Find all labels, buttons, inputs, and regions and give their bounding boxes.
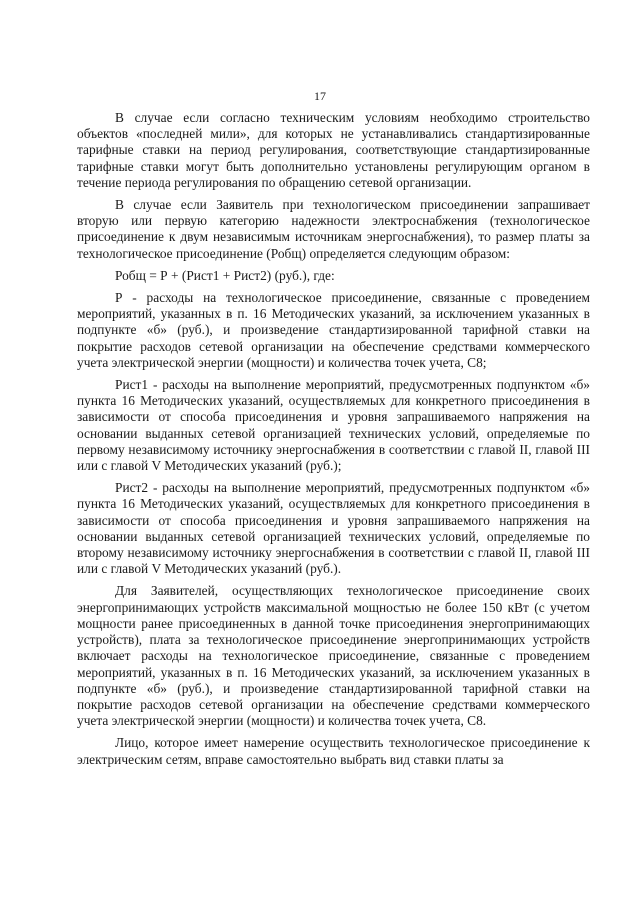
formula-total-fee: Робщ = Р + (Рист1 + Рист2) (руб.), где: — [115, 267, 335, 283]
paragraph-150kw-applicants: Для Заявителей, осуществляющих технологическое присоединение своих энергопринимающих устройств максимальной мощностью не более 150 кВт (с учетом мощности ранее присоединенных в данной точке присоединения энергопринимающих устройств), плата за технологическое присоединение энергопринимающих устройств включает расходы на технологическое присоединение, связанные с проведением мероприятий, указанных в п. 16 Методических указаний, за исключением указанных в подпункте «б» (руб.), и произведение стандартизированной тарифной ставки на покрытие расходов сетевой организации на обеспечение средствами коммерческого учета электрической энергии (мощности) и количества точек учета, С8. — [77, 583, 590, 729]
paragraph-last-mile: В случае если согласно техническим условиям необходимо строительство объектов «последней мили», для которых не устанавливались стандартизированные тарифные ставки на период регулирования, соответствующие стандартизированные тарифные ставки могут быть дополнительно установлены регулирующим органом в течение периода регулирования по обращению сетевой организации. — [77, 110, 590, 190]
paragraph-definition-rist1: Рист1 - расходы на выполнение мероприятий, предусмотренных подпунктом «б» пункта 16 Методических указаний, осуществляемых для конкретного присоединения в зависимости от способа присоединения и уровня запрашиваемого напряжения на основании выданных сетевой организацией технических условий, определяемые по первому независимому источнику энергоснабжения в соответствии с главой II, главой III или с главой V Методических указаний (руб.); — [77, 377, 590, 474]
paragraph-definition-rist2: Рист2 - расходы на выполнение мероприятий, предусмотренных подпунктом «б» пункта 16 Методических указаний, осуществляемых для конкретного присоединения в зависимости от способа присоединения и уровня запрашиваемого напряжения на основании выданных сетевой организацией технических условий, определяемые по второму независимому источнику энергоснабжения в соответствии с главой II, главой III или с главой V Методических указаний (руб.). — [77, 480, 590, 577]
page-number: 17 — [314, 89, 326, 103]
paragraph-definition-p: Р - расходы на технологическое присоединение, связанные с проведением мероприятий, указанных в п. 16 Методических указаний, за исключением указанных в подпункте «б» (руб.), и произведение стандартизированной тарифной ставки на покрытие расходов сетевой организации на обеспечение средствами коммерческого учета электрической энергии (мощности) и количества точек учета, С8; — [77, 290, 590, 370]
paragraph-reliability-category: В случае если Заявитель при технологическом присоединении запрашивает вторую или первую категорию надежности электроснабжения (технологическое присоединение к двум независимым источникам энергоснабжения), то размер платы за технологическое присоединение (Робщ) определяется следующим образом: — [77, 197, 590, 261]
document-body — [77, 110, 590, 774]
paragraph-rate-choice: Лицо, которое имеет намерение осуществить технологическое присоединение к электрическим сетям, вправе самостоятельно выбрать вид ставки платы за — [77, 735, 590, 767]
